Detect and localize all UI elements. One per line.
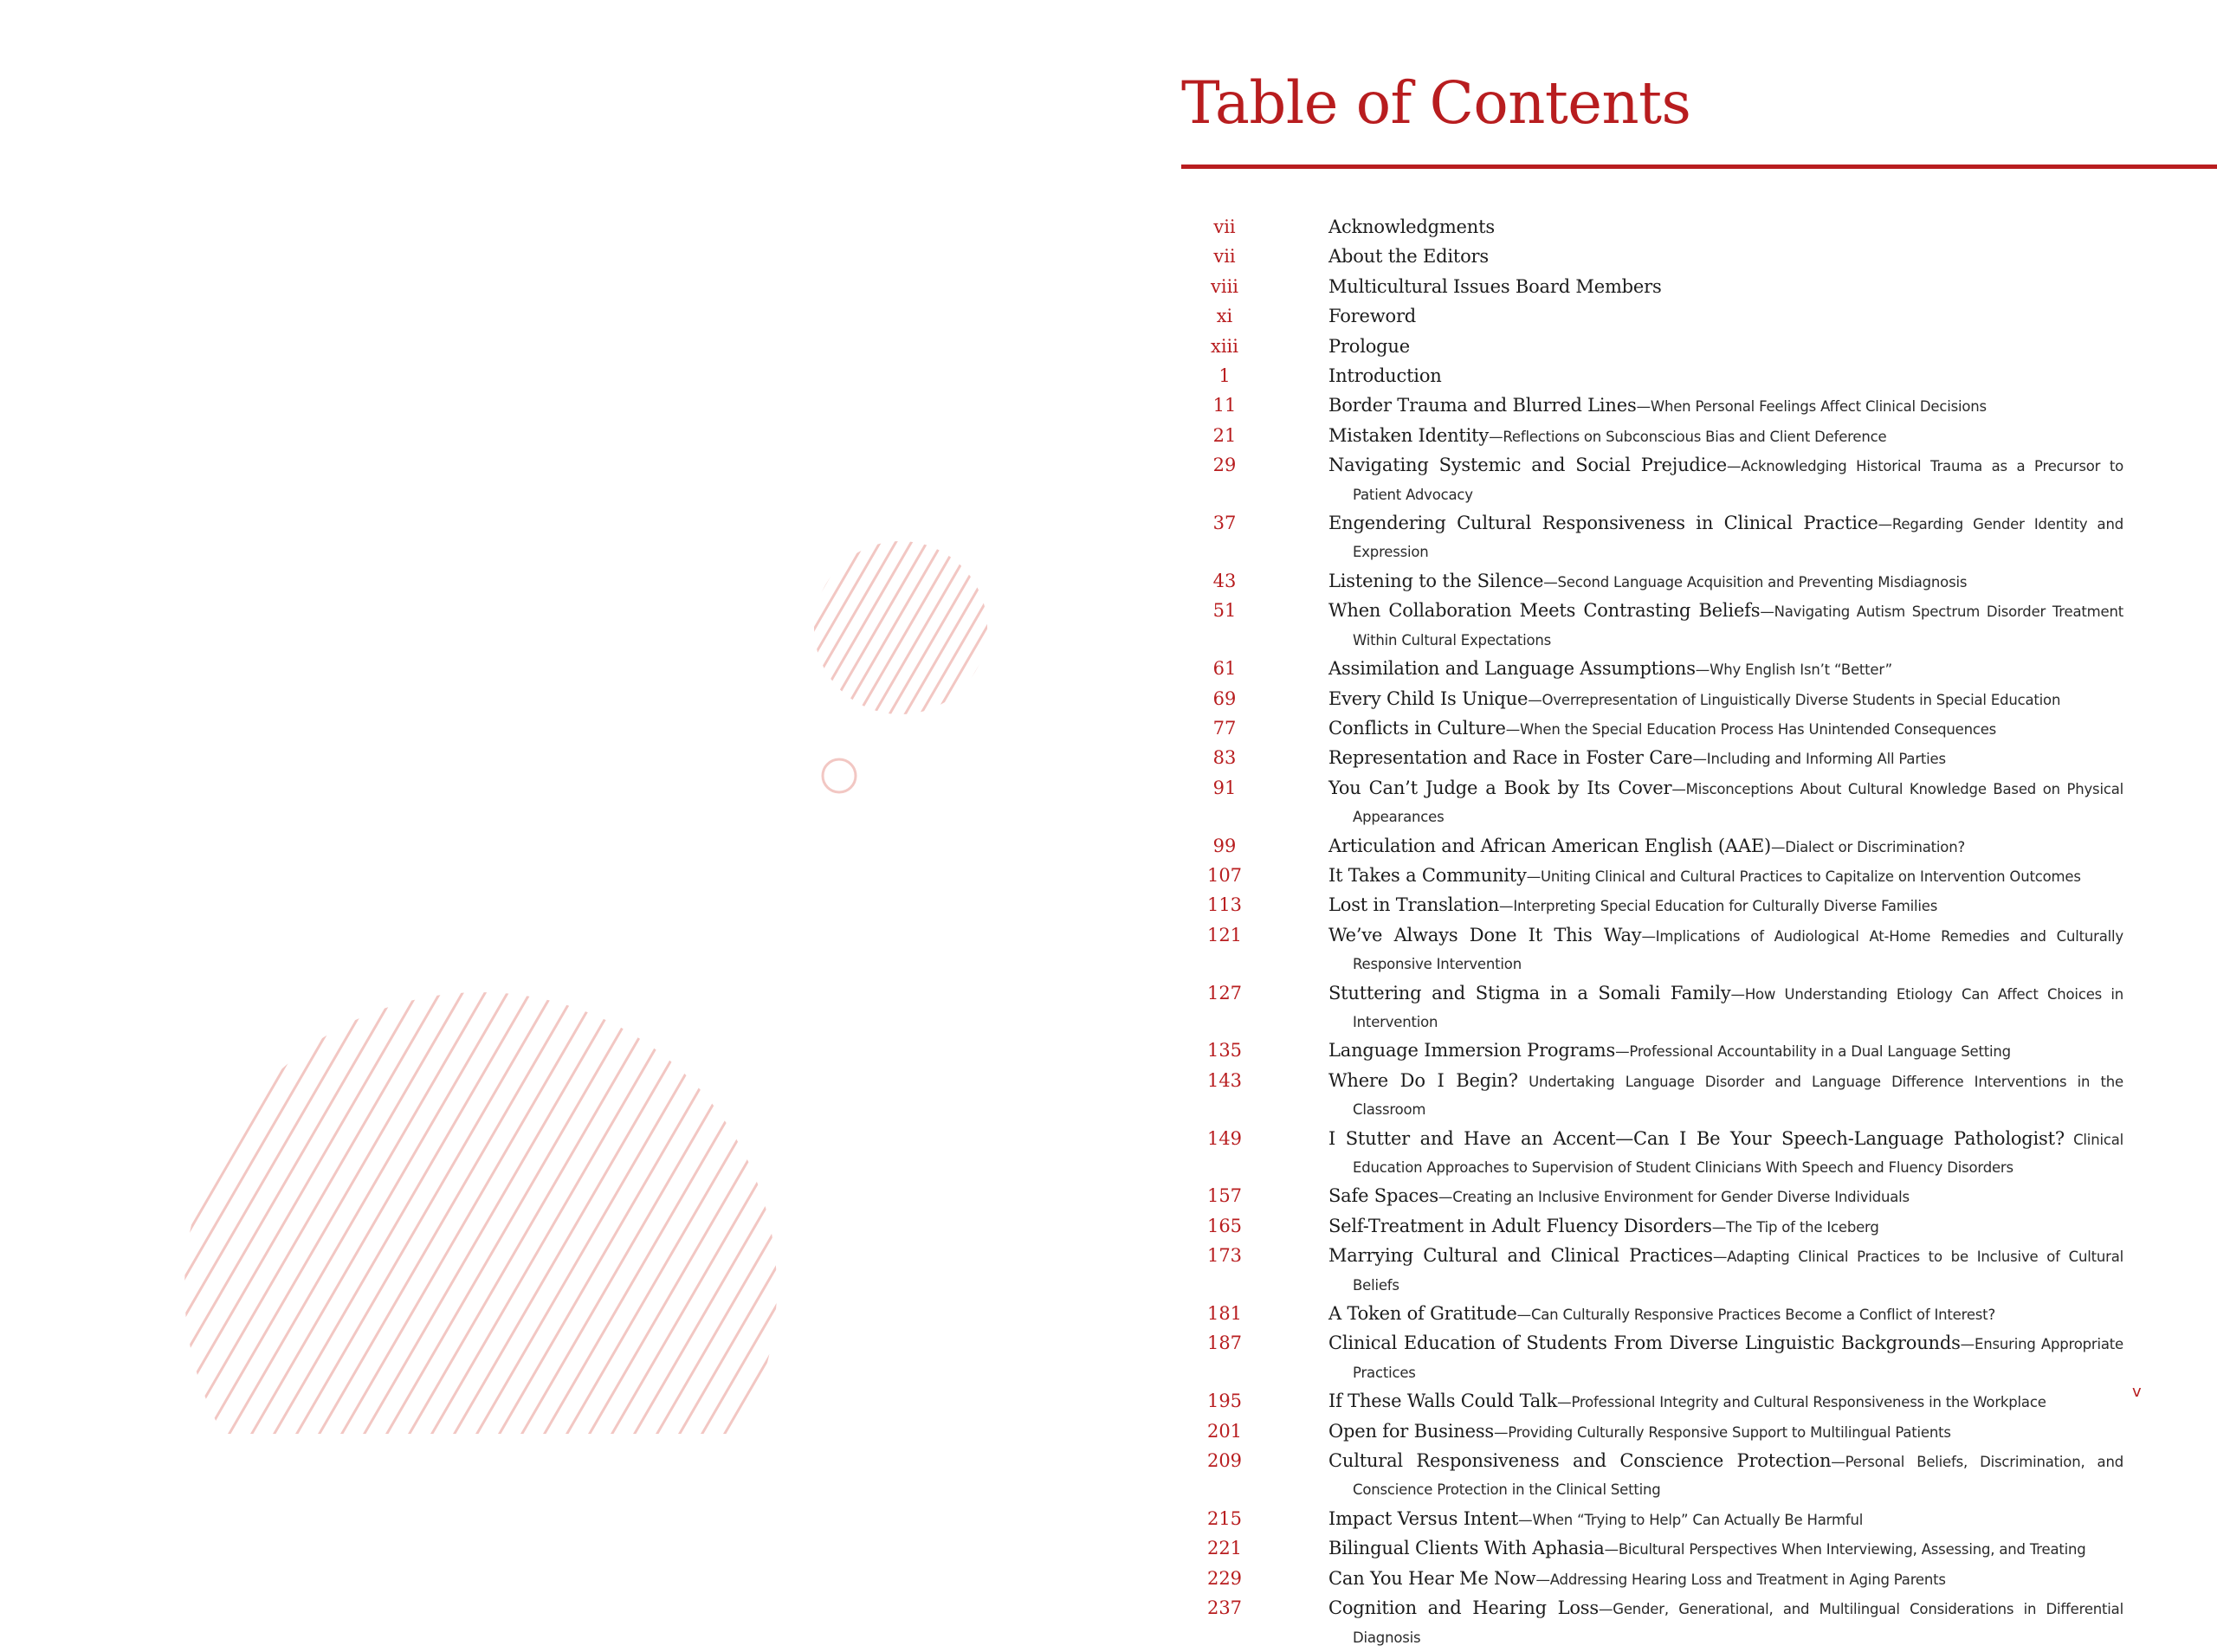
toc-entry-text bbox=[1268, 451, 2123, 509]
toc-entry[interactable] bbox=[1181, 597, 2123, 655]
toc-entry-text bbox=[1268, 302, 2123, 332]
toc-chapter-subtitle: —Personal Beliefs, Discrimination, and Conscience Protection in the Clinical Setting bbox=[1353, 1454, 2123, 1499]
toc-page-number: vii bbox=[1213, 216, 1236, 237]
toc-chapter-subtitle: —Reflections on Subconscious Bias and Client Deference bbox=[1489, 428, 1887, 445]
hatch-line bbox=[632, 987, 984, 1434]
toc-chapter-title: Foreword bbox=[1328, 306, 1417, 327]
toc-page-number: 157 bbox=[1206, 1185, 1243, 1207]
toc-entry[interactable] bbox=[1181, 921, 2123, 979]
toc-entry[interactable] bbox=[1181, 1387, 2123, 1416]
toc-chapter-subtitle: —Misconceptions About Cultural Knowledge Based on Physical Appearances bbox=[1353, 780, 2123, 826]
toc-entry-text bbox=[1268, 1594, 2123, 1652]
toc-chapter-title: Impact Versus Intent bbox=[1328, 1507, 1519, 1529]
toc-page-number: 181 bbox=[1206, 1303, 1243, 1325]
toc-chapter-title: Where Do I Begin? bbox=[1328, 1069, 1518, 1091]
toc-chapter-title: Can You Hear Me Now bbox=[1328, 1567, 1536, 1589]
hatch-line bbox=[856, 537, 961, 719]
toc-page-number: 37 bbox=[1212, 513, 1237, 534]
toc-page-number: 83 bbox=[1212, 747, 1237, 769]
hatch-line bbox=[655, 987, 1006, 1434]
toc-entry[interactable] bbox=[1181, 891, 2123, 920]
toc-chapter-subtitle: —Navigating Autism Spectrum Disorder Treatment Within Cultural Expectations bbox=[1353, 603, 2123, 649]
toc-entry-text bbox=[1268, 509, 2123, 567]
toc-entry[interactable] bbox=[1181, 1505, 2123, 1534]
toc-entry[interactable] bbox=[1181, 1125, 2123, 1183]
hatch-line bbox=[1012, 537, 1117, 719]
toc-entry[interactable] bbox=[1181, 362, 2123, 391]
toc-chapter-subtitle: —When the Special Education Process Has Unintended Consequences bbox=[1505, 720, 1997, 738]
toc-chapter-subtitle: —When “Trying to Help” Can Actually Be Harmful bbox=[1518, 1511, 1864, 1528]
hatch-line bbox=[790, 987, 1141, 1434]
toc-chapter-title: Prologue bbox=[1328, 335, 1410, 357]
toc-chapter-title: I Stutter and Have an Accent—Can I Be Your Speech-Language Pathologist? bbox=[1328, 1127, 2065, 1149]
hatch-line bbox=[996, 537, 1102, 719]
toc-entry[interactable] bbox=[1181, 744, 2123, 773]
hatch-line bbox=[0, 987, 218, 1434]
toc-entry[interactable] bbox=[1181, 1300, 2123, 1329]
hatch-line bbox=[902, 987, 1178, 1434]
toc-entry-text bbox=[1268, 597, 2123, 655]
toc-entry-text bbox=[1268, 1125, 2123, 1183]
hatch-line bbox=[722, 987, 1074, 1434]
toc-entry[interactable] bbox=[1181, 685, 2123, 714]
toc-page-number: 29 bbox=[1212, 455, 1237, 476]
toc-page-number: 61 bbox=[1212, 658, 1237, 680]
hatch-line bbox=[947, 987, 1178, 1434]
toc-page-number: viii bbox=[1210, 275, 1238, 297]
toc-entry-text bbox=[1268, 242, 2123, 272]
hatch-line bbox=[731, 537, 837, 719]
toc-entry[interactable] bbox=[1181, 302, 2123, 332]
hatch-line bbox=[745, 987, 1096, 1434]
toc-chapter-title: Self-Treatment in Adult Fluency Disorders bbox=[1328, 1215, 1712, 1236]
hatch-line bbox=[747, 537, 852, 719]
hatch-line bbox=[778, 537, 883, 719]
toc-entry[interactable] bbox=[1181, 832, 2123, 861]
toc-chapter-subtitle: —Gender, Generational, and Multilingual Considerations in Differential Diagnosis bbox=[1353, 1601, 2123, 1646]
toc-page-number: 11 bbox=[1212, 395, 1237, 416]
hatch-line bbox=[1015, 987, 1178, 1434]
toc-chapter-title: About the Editors bbox=[1328, 246, 1489, 268]
hatch-line bbox=[715, 537, 821, 719]
toc-chapter-title: Open for Business bbox=[1328, 1420, 1494, 1442]
title-divider bbox=[1181, 165, 2217, 169]
toc-entry[interactable] bbox=[1181, 1565, 2123, 1594]
toc-entry-text bbox=[1268, 391, 2123, 421]
toc-chapter-title: We’ve Always Done It This Way bbox=[1328, 924, 1642, 945]
hatch-line bbox=[934, 537, 1039, 719]
toc-entry-text bbox=[1268, 332, 2123, 362]
toc-chapter-subtitle: —Second Language Acquisition and Preventing Misdiagnosis bbox=[1543, 573, 1968, 590]
toc-page-number: 173 bbox=[1206, 1245, 1243, 1267]
toc-entry[interactable] bbox=[1181, 1067, 2123, 1125]
toc-chapter-subtitle: —Creating an Inclusive Environment for Gender Diverse Individuals bbox=[1438, 1189, 1910, 1206]
toc-chapter-subtitle: —Uniting Clinical and Cultural Practices to Capitalize on Intervention Outcomes bbox=[1526, 868, 2081, 885]
toc-entry-text bbox=[1268, 861, 2123, 891]
toc-entry-text bbox=[1268, 1036, 2123, 1066]
hatch-line bbox=[767, 987, 1119, 1434]
toc-entry[interactable] bbox=[1181, 1036, 2123, 1066]
toc-entry[interactable] bbox=[1181, 1534, 2123, 1564]
toc-chapter-title: Lost in Translation bbox=[1328, 894, 1500, 916]
toc-entry-text bbox=[1268, 832, 2123, 861]
toc-entry-text bbox=[1268, 744, 2123, 773]
toc-entry[interactable] bbox=[1181, 1329, 2123, 1387]
toc-page-number: 43 bbox=[1212, 570, 1237, 591]
toc-chapter-title: It Takes a Community bbox=[1328, 864, 1527, 886]
toc-chapter-title: Assimilation and Language Assumptions bbox=[1328, 658, 1696, 680]
hatch-line bbox=[0, 987, 196, 1434]
toc-entry-text bbox=[1268, 921, 2123, 979]
hatch-line bbox=[887, 537, 992, 719]
toc-entry[interactable] bbox=[1181, 332, 2123, 362]
hatch-line bbox=[918, 537, 1024, 719]
toc-entry-text bbox=[1268, 1565, 2123, 1594]
toc-page-number: 77 bbox=[1212, 717, 1237, 739]
toc-chapter-title: A Token of Gratitude bbox=[1328, 1303, 1517, 1325]
toc-entry[interactable] bbox=[1181, 567, 2123, 597]
toc-chapter-subtitle: —Bicultural Perspectives When Interviewing, Assessing, and Treating bbox=[1604, 1541, 2086, 1558]
hatch-line bbox=[1058, 537, 1164, 719]
toc-page-number: 127 bbox=[1206, 982, 1243, 1003]
hatch-line bbox=[762, 537, 868, 719]
toc-chapter-subtitle: —When Personal Feelings Affect Clinical Decisions bbox=[1636, 398, 1987, 416]
toc-entry[interactable] bbox=[1181, 979, 2123, 1037]
hatch-line bbox=[824, 537, 930, 719]
toc-page-number: xi bbox=[1216, 306, 1233, 327]
toc-list bbox=[1181, 213, 2123, 1652]
toc-entry[interactable] bbox=[1181, 1242, 2123, 1300]
toc-entry-text bbox=[1268, 774, 2123, 832]
toc-chapter-title: Marrying Cultural and Clinical Practices bbox=[1328, 1245, 1713, 1267]
toc-page-number: xiii bbox=[1211, 335, 1238, 357]
toc-entry-text bbox=[1268, 213, 2123, 242]
hatch-line bbox=[809, 537, 915, 719]
toc-chapter-title: You Can’t Judge a Book by Its Cover bbox=[1328, 777, 1672, 798]
toc-chapter-subtitle: —Regarding Gender Identity and Expression bbox=[1353, 516, 2123, 561]
hatched-circle-large bbox=[0, 987, 1178, 1434]
toc-entry[interactable] bbox=[1181, 655, 2123, 684]
toc-chapter-title: Listening to the Silence bbox=[1328, 570, 1544, 591]
toc-chapter-subtitle: —Can Culturally Responsive Practices Become a Conflict of Interest? bbox=[1516, 1307, 1996, 1324]
toc-entry[interactable] bbox=[1181, 451, 2123, 509]
toc-page-number: 21 bbox=[1212, 424, 1237, 446]
toc-page-number: vii bbox=[1213, 246, 1236, 268]
toc-chapter-subtitle: —Professional Integrity and Cultural Responsiveness in the Workplace bbox=[1557, 1394, 2046, 1411]
toc-page-number: 69 bbox=[1212, 687, 1237, 709]
toc-entry[interactable] bbox=[1181, 861, 2123, 891]
toc-entry-text bbox=[1268, 1534, 2123, 1564]
toc-chapter-subtitle: —Adapting Clinical Practices to be Inclusive of Cultural Beliefs bbox=[1353, 1249, 2123, 1294]
toc-page-number: 149 bbox=[1206, 1127, 1243, 1149]
toc-chapter-title: Stuttering and Stigma in a Somali Family bbox=[1328, 982, 1731, 1003]
toc-entry-text bbox=[1268, 422, 2123, 451]
toc-page-number: 91 bbox=[1212, 777, 1237, 798]
toc-entry[interactable] bbox=[1181, 1447, 2123, 1505]
toc-entry[interactable] bbox=[1181, 273, 2123, 302]
toc-chapter-title: Border Trauma and Blurred Lines bbox=[1328, 395, 1637, 416]
toc-entry[interactable] bbox=[1181, 774, 2123, 832]
hatch-line bbox=[949, 537, 1055, 719]
hatch-line bbox=[0, 987, 331, 1434]
toc-page-number: 1 bbox=[1218, 365, 1231, 387]
toc-chapter-title: Acknowledgments bbox=[1328, 216, 1495, 237]
hatch-line bbox=[0, 987, 173, 1434]
hatch-line bbox=[700, 537, 805, 719]
toc-page-number: 221 bbox=[1206, 1538, 1243, 1559]
toc-entry-text bbox=[1268, 1447, 2123, 1505]
hatch-line bbox=[610, 987, 961, 1434]
toc-chapter-title: Safe Spaces bbox=[1328, 1185, 1438, 1207]
hatch-line bbox=[965, 537, 1070, 719]
toc-page-number: 215 bbox=[1206, 1507, 1243, 1529]
toc-chapter-title: Navigating Systemic and Social Prejudice bbox=[1328, 455, 1727, 476]
toc-page-number: 121 bbox=[1206, 924, 1243, 945]
toc-chapter-subtitle: —Interpreting Special Education for Culturally Diverse Families bbox=[1499, 898, 1938, 915]
toc-chapter-subtitle: —Why English Isn’t “Better” bbox=[1695, 661, 1893, 679]
hatch-line bbox=[793, 537, 899, 719]
toc-entry-text bbox=[1268, 362, 2123, 391]
toc-entry-text bbox=[1268, 979, 2123, 1037]
toc-chapter-title: Conflicts in Culture bbox=[1328, 717, 1506, 739]
toc-page-number: 143 bbox=[1206, 1069, 1243, 1091]
toc-page-number: 187 bbox=[1206, 1333, 1243, 1354]
page-number: v bbox=[2132, 1383, 2142, 1401]
toc-chapter-subtitle: —The Tip of the Iceberg bbox=[1711, 1218, 1879, 1236]
toc-entry[interactable] bbox=[1181, 1417, 2123, 1447]
hatch-line bbox=[2, 987, 353, 1434]
toc-chapter-title: When Collaboration Meets Contrasting Beliefs bbox=[1328, 600, 1761, 622]
toc-page-number: 107 bbox=[1206, 864, 1243, 886]
hatch-line bbox=[925, 987, 1178, 1434]
toc-chapter-subtitle: —Including and Informing All Parties bbox=[1692, 751, 1946, 768]
toc-page-number: 209 bbox=[1206, 1450, 1243, 1472]
decorative-graphics bbox=[0, 0, 1178, 1434]
toc-chapter-title: Cultural Responsiveness and Conscience Protection bbox=[1328, 1450, 1832, 1472]
toc-page-number: 195 bbox=[1206, 1391, 1243, 1412]
toc-entry[interactable] bbox=[1181, 509, 2123, 567]
toc-entry-text bbox=[1268, 1417, 2123, 1447]
toc-chapter-title: Articulation and African American English (AAE) bbox=[1328, 835, 1771, 856]
toc-page-number: 237 bbox=[1206, 1597, 1243, 1619]
hatch-line bbox=[871, 537, 977, 719]
hatch-line bbox=[1027, 537, 1133, 719]
toc-chapter-title: Mistaken Identity bbox=[1328, 424, 1490, 446]
toc-entry-text bbox=[1268, 685, 2123, 714]
toc-entry[interactable] bbox=[1181, 422, 2123, 451]
toc-entry-text bbox=[1268, 714, 2123, 744]
toc-chapter-title: Language Immersion Programs bbox=[1328, 1040, 1616, 1062]
hatch-line bbox=[0, 987, 308, 1434]
hatch-line bbox=[1043, 537, 1148, 719]
toc-entry[interactable] bbox=[1181, 213, 2123, 242]
toc-entry[interactable] bbox=[1181, 1594, 2123, 1652]
toc-chapter-title: Representation and Race in Foster Care bbox=[1328, 747, 1693, 769]
toc-entry-text bbox=[1268, 655, 2123, 684]
toc-entry[interactable] bbox=[1181, 1212, 2123, 1242]
hatch-line bbox=[857, 987, 1178, 1434]
toc-entry-text bbox=[1268, 1212, 2123, 1242]
toc-chapter-title: Clinical Education of Students From Diverse Linguistic Backgrounds bbox=[1328, 1333, 1961, 1354]
hatch-line bbox=[902, 537, 1008, 719]
hatch-line bbox=[835, 987, 1178, 1434]
toc-entry-text bbox=[1268, 891, 2123, 920]
hatch-line bbox=[812, 987, 1164, 1434]
toc-chapter-title: Bilingual Clients With Aphasia bbox=[1328, 1538, 1605, 1559]
toc-entry-text bbox=[1268, 567, 2123, 597]
toc-chapter-subtitle: —Implications of Audiological At-Home Remedies and Culturally Responsive Intervention bbox=[1353, 927, 2123, 973]
toc-entry-text bbox=[1268, 1329, 2123, 1387]
toc-page-number: 51 bbox=[1212, 600, 1237, 622]
toc-chapter-title: Cognition and Hearing Loss bbox=[1328, 1597, 1599, 1619]
toc-page-number: 135 bbox=[1206, 1040, 1243, 1062]
toc-chapter-title: Multicultural Issues Board Members bbox=[1328, 275, 1662, 297]
toc-entry-text bbox=[1268, 1505, 2123, 1534]
toc-chapter-title: Engendering Cultural Responsiveness in Clinical Practice bbox=[1328, 513, 1878, 534]
toc-chapter-subtitle: —Professional Accountability in a Dual Language Setting bbox=[1615, 1043, 2011, 1061]
page-title: Table of Contents bbox=[1181, 69, 1691, 137]
hatch-line bbox=[840, 537, 946, 719]
toc-chapter-subtitle: Undertaking Language Disorder and Language Difference Interventions in the Classroom bbox=[1353, 1073, 2123, 1119]
hatch-line bbox=[980, 537, 1086, 719]
hatch-line bbox=[0, 987, 241, 1434]
ring-circle bbox=[823, 759, 856, 792]
toc-page-number: 165 bbox=[1206, 1215, 1243, 1236]
toc-entry-text bbox=[1268, 1387, 2123, 1416]
hatch-line bbox=[880, 987, 1178, 1434]
toc-entry-text bbox=[1268, 1300, 2123, 1329]
toc-chapter-title: Introduction bbox=[1328, 365, 1442, 387]
toc-page-number: 229 bbox=[1206, 1567, 1243, 1589]
toc-entry-text bbox=[1268, 1067, 2123, 1125]
toc-page-number: 201 bbox=[1206, 1420, 1243, 1442]
toc-page-number: 99 bbox=[1212, 835, 1237, 856]
toc-entry-text bbox=[1268, 1182, 2123, 1211]
toc-entry[interactable] bbox=[1181, 242, 2123, 272]
toc-chapter-subtitle: —How Understanding Etiology Can Affect Choices in Intervention bbox=[1353, 985, 2123, 1030]
toc-entry-text bbox=[1268, 1242, 2123, 1300]
toc-chapter-title: Every Child Is Unique bbox=[1328, 687, 1529, 709]
hatched-circle-small bbox=[700, 537, 1164, 719]
hatch-line bbox=[0, 987, 286, 1434]
toc-entry[interactable] bbox=[1181, 714, 2123, 744]
toc-chapter-title: If These Walls Could Talk bbox=[1328, 1391, 1558, 1412]
toc-chapter-subtitle: Clinical Education Approaches to Supervision of Student Clinicians With Speech and Fluency Disorders bbox=[1353, 1131, 2124, 1176]
toc-chapter-subtitle: —Acknowledging Historical Trauma as a Precursor to Patient Advocacy bbox=[1353, 458, 2123, 503]
toc-chapter-subtitle: —Providing Culturally Responsive Support to Multilingual Patients bbox=[1493, 1423, 1951, 1441]
toc-chapter-subtitle: —Dialect or Discrimination? bbox=[1770, 838, 1966, 855]
toc-entry-text bbox=[1268, 273, 2123, 302]
hatch-line bbox=[677, 987, 1029, 1434]
toc-chapter-subtitle: —Addressing Hearing Loss and Treatment in Aging Parents bbox=[1535, 1571, 1946, 1588]
toc-page-number: 113 bbox=[1206, 894, 1243, 916]
hatch-line bbox=[700, 987, 1051, 1434]
hatch-line bbox=[970, 987, 1178, 1434]
toc-chapter-subtitle: —Ensuring Appropriate Practices bbox=[1353, 1336, 2123, 1381]
toc-entry[interactable] bbox=[1181, 391, 2123, 421]
hatch-line bbox=[992, 987, 1178, 1434]
toc-entry[interactable] bbox=[1181, 1182, 2123, 1211]
toc-chapter-subtitle: —Overrepresentation of Linguistically Diverse Students in Special Education bbox=[1528, 691, 2061, 708]
